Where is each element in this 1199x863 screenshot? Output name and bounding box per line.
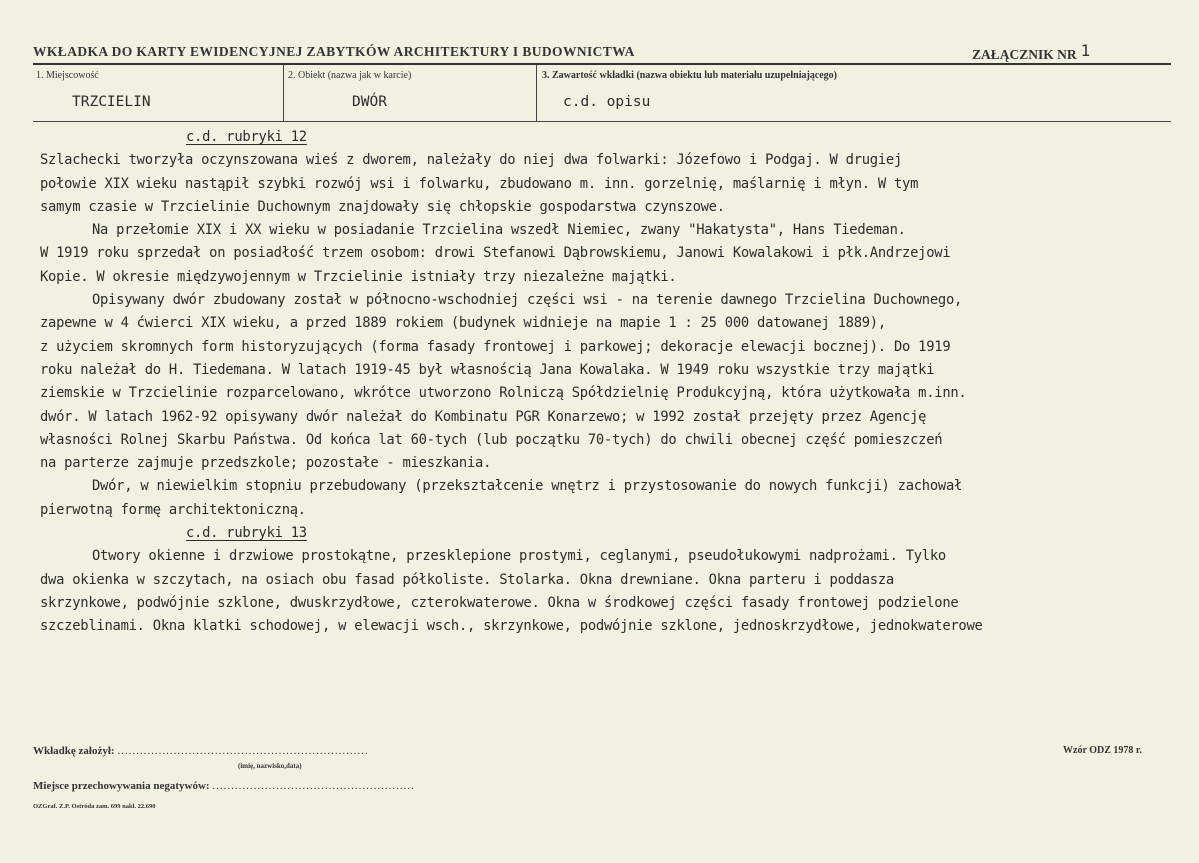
annex-label-text: ZAŁĄCZNIK NR <box>972 47 1077 62</box>
field-value-locality: TRZCIELIN <box>72 94 151 110</box>
text-line: samym czasie w Trzcielinie Duchownym znajdowały się chłopskie gospodarstwa czynszowe. <box>40 198 725 215</box>
text-line: Dwór, w niewielkim stopniu przebudowany (przekształcenie wnętrz i przystosowanie do nowych funkcji) zachował <box>92 478 963 495</box>
text-line: dwór. W latach 1962-92 opisywany dwór należał do Kombinatu PGR Konarzewo; w 1992 został przejęty przez Agencję <box>40 408 927 425</box>
field-divider-2 <box>536 65 537 121</box>
text-line: Otwory okienne i drzwiowe prostokątne, przesklepione prostymi, ceglanymi, pseudołukowymi nadprożami. Tylko <box>92 548 946 565</box>
text-line: dwa okienka w szczytach, na osiach obu fasad półkoliste. Stolarka. Okna drewniane. Okna parteru i poddasza <box>40 571 894 588</box>
form-model: Wzór ODZ 1978 r. <box>1063 745 1142 756</box>
text-line: Kopie. W okresie międzywojennym w Trzcielinie istniały trzy niezależne majątki. <box>40 268 677 285</box>
annex-number: 1 <box>1080 41 1091 60</box>
text-line: własności Rolnej Skarbu Państwa. Od końca lat 60-tych (lub początku 70-tych) do chwili obecnej część pomieszczeń <box>40 431 943 448</box>
form-title: WKŁADKA DO KARTY EWIDENCYJNEJ ZABYTKÓW ARCHITEKTURY I BUDOWNICTWA <box>33 44 635 59</box>
filled-by-dotted-line: ................................................................... <box>117 745 369 757</box>
section-heading: c.d. rubryki 12 <box>186 129 307 145</box>
text-line: pierwotną formę architektoniczną. <box>40 501 306 518</box>
negative-storage-label: Miejsce przechowywania negatywów: <box>33 780 210 792</box>
footer-filled-by <box>33 745 369 757</box>
text-line: Opisywany dwór zbudowany został w północno-wschodniej części wsi - na terenie dawnego Trzcielina Duchownego, <box>92 292 963 309</box>
text-line: na parterze zajmuje przedszkole; pozostałe - mieszkania. <box>40 455 492 472</box>
fields-bottom-rule <box>33 121 1171 122</box>
field-value-object: DWÓR <box>352 94 387 110</box>
text-line: Na przełomie XIX i XX wieku w posiadanie Trzcielina wszedł Niemiec, zwany "Hakatysta", Hans Tiedeman. <box>92 222 906 239</box>
text-line: Szlachecki tworzyła oczynszowana wieś z dworem, należały do niej dwa folwarki: Józefowo i Podgaj. W drugiej <box>40 152 903 169</box>
negative-storage-dotted-line: ...................................................... <box>212 780 415 792</box>
print-info: OZGraf. Z.P. Ostróda zam. 699 nakł. 22.690 <box>33 803 156 810</box>
field-label-locality: 1. Miejscowość <box>36 70 99 81</box>
footer-negative-storage <box>33 780 415 792</box>
text-line: ziemskie w Trzcielinie rozparcelowano, wkrótce utworzono Rolniczą Spółdzielnię Produkcyjną, która użytkowała m.inn. <box>40 385 967 402</box>
text-line: zapewne w 4 ćwierci XIX wieku, a przed 1889 rokiem (budynek widnieje na mapie 1 : 25 000 datowanej 1889), <box>40 315 886 332</box>
filled-by-label: Wkładkę założył: <box>33 745 115 757</box>
field-label-object: 2. Obiekt (nazwa jak w karcie) <box>288 70 412 81</box>
annex-label <box>972 41 1091 63</box>
field-label-content: 3. Zawartość wkładki (nazwa obiektu lub materiału uzupełniającego) <box>542 70 838 81</box>
field-divider-1 <box>283 65 284 121</box>
text-line: z użyciem skromnych form historyzujących (forma fasady frontowej i parkowej; dekoracje elewacji bocznej). Do 1919 <box>40 338 951 355</box>
text-line: skrzynkowe, podwójnie szklone, dwuskrzydłowe, czterokwaterowe. Okna w środkowej części fasady frontowej podzielone <box>40 594 959 611</box>
text-line: roku należał do H. Tiedemana. W latach 1919-45 był własnością Jana Kowalaka. W 1949 roku wszystkie trzy majątki <box>40 361 935 378</box>
text-line: połowie XIX wieku nastąpił szybki rozwój wsi i folwarku, zbudowano m. inn. gorzelnię, maślarnię i młyn. W tym <box>40 175 919 192</box>
top-rule <box>33 63 1171 65</box>
filled-by-hint: (imię, nazwisko,data) <box>238 762 302 770</box>
description-body <box>40 126 1195 639</box>
text-line: szczeblinami. Okna klatki schodowej, w elewacji wsch., skrzynkowe, podwójnie szklone, jednoskrzydłowe, jednokwaterowe <box>40 618 983 635</box>
field-value-content: c.d. opisu <box>563 94 651 110</box>
section-heading: c.d. rubryki 13 <box>186 525 307 542</box>
text-line: W 1919 roku sprzedał on posiadłość trzem osobom: drowi Stefanowi Dąbrowskiemu, Janowi Kowalakowi i płk.Andrzejowi <box>40 245 951 262</box>
